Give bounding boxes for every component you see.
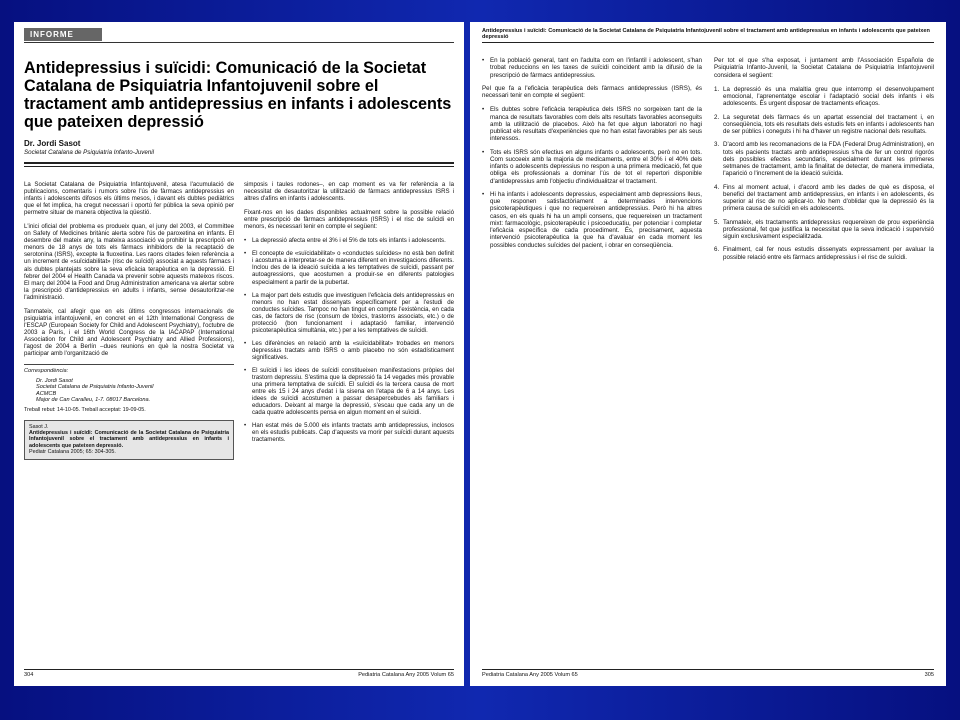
list-item [714,114,934,136]
list-item [714,141,934,177]
received-note: Treball rebut: 14-10-05. Treball acceptat: 19-09-05. [24,407,146,414]
journal-page-right [470,22,946,686]
running-head: Antidepressius i suïcidi: Comunicació de la Societat Catalana de Psiquiatria Infantojuvenil sobre el tractament amb antidepressius en infants i adolescents que pateixen depressió [482,28,934,43]
list-item: • Les diferències en relació amb la «suïcidabilitat» trobades en menors depressius tractats amb ISRS o amb placebo no són estadísticament significatives. [244,340,454,361]
item-text: Fins al moment actual, i d'acord amb les dades de què es disposa, el benefici del tractament amb antidepressius, en infants i en adolescents, és superior al risc de no aplicar-lo. No hem d'oblidar que la depressió és la primera causa de suïcidi en els adolescents. [723,183,934,213]
item-text: D'acord amb les recomanacions de la FDA (Federal Drug Administration), en tots els pacients tractats amb antidepressius s'ha de fer un control rigorós dels possibles efectes secundaris, especialment durant les primeres setmanes de tractament, amb la finalitat de detectar, de manera immediata, l'aparició o l'increment de la ideació suïcida. [723,141,934,178]
bullet-list [482,57,702,79]
section-tag: INFORME [24,28,102,41]
citation-journal: Pediatr Catalana 2005; 65: 304-305. [29,449,116,456]
bullet-list [244,237,454,443]
item-text: Tanmateix, els tractaments antidepressius requereixen de prou experiència professional, fet que justifica la necessitat que la seva indicació i supervisió siguin exclusivament especialitzada. [723,218,934,240]
correspondence-line: Societat Catalana de Psiquiatria Infanto-Juvenil [36,384,154,391]
paragraph: simposis i taules rodones–, en cap moment es va fer referència a la necessitat de desautoritzar la utilització de fàrmacs antidepressius ISRS i altres d'afins en infants i adolescents. [244,181,454,203]
paragraph: L'inici oficial del problema es produeix quan, el juny del 2003, el Committee on Safety of Medicines britànic alerta sobre l'ús de paroxetina en infants. El desembre del mateix any, la mateixa associació va prohibir la prescripció en menors de 18 anys de tots els fàrmacs inhibidors de la recaptació de serotonina (ISRS), excepte la fluoxetina. Les raons citades feien referència a un increment de «suïcidabilitat» (risc de suïcidi) associat a aquests fàrmacs i als dubtes plantejats sobre la seva eficàcia terapèutica en la depressió. El febrer del 2004 el Health Canada va prevenir sobre aquests mateixos riscos. El març del 2004 la Food and Drug Administration americana va alertar sobre la prescripció d'antidepressius en adults i infants, sense desautoritzar-ne l'administració. [24,223,234,301]
list-item: • Els dubtes sobre l'eficàcia terapèutica dels ISRS no sorgeixen tant de la manca de resultats favorables com dels alts resultats favorables aconseguits amb la utilització de placebos. Això ha fet que algun laboratori no hagi publicat els resultats d'experiències que no han estat favorables per als seus interessos. [482,106,702,142]
page-number: 304 [24,672,34,678]
title-divider [24,162,454,164]
article-column-4 [714,57,934,267]
citation-author: Sasot J. [29,423,49,430]
list-item: • Han estat més de 5.000 els infants tractats amb antidepressius, inclosos en els estudis publicats. Cap d'aquests va morir per suïcidi durant aquests tractaments. [244,422,454,443]
paragraph: Fixant-nos en les dades disponibles actualment sobre la possible relació entre prescripció de fàrmacs antidepressius (ISRS) i el risc de suïcidi en menors, és necessari tenir en compte el següent: [244,209,454,231]
journal-info: Pediatria Catalana Any 2005 Volum 65 [482,672,578,678]
correspondence-line: Dr. Jordi Sasot [36,377,73,384]
article-columns [24,181,454,460]
item-text: La seguretat dels fàrmacs és un apartat essencial del tractament i, en conseqüència, tots els resultats dels estudis fets en infants i adolescents han de ser públics i coneguts i hi ha d'haver un registre nacional dels resultats. [723,113,934,135]
journal-info: Pediatria Catalana Any 2005 Volum 65 [358,672,454,678]
item-number: 6. [714,246,720,254]
list-item: • La depressió afecta entre el 3% i el 5% de tots els infants i adolescents. [244,237,454,244]
article-author: Dr. Jordi Sasot [24,139,81,148]
paragraph: Per tot el que s'ha exposat, i juntament amb l'Associación Española de Psiquiatría Infanto-Juvenil, la Societat Catalana de Psiquiatria Infantojuvenil considera el següent: [714,57,934,79]
title-divider-thin [24,166,454,167]
correspondence-title: Correspondència: [24,368,69,375]
article-column-2 [244,181,454,460]
correspondence-box [24,364,234,414]
citation-box [24,420,234,460]
article-column-3 [482,57,702,267]
article-column-1 [24,181,234,460]
article-title: Antidepressius i suïcidi: Comunicació de la Societat Catalana de Psiquiatria Infantojuvenil sobre el tractament amb antidepressius en infants i adolescents que pateixen depressió [24,59,452,131]
list-item [714,219,934,241]
list-item: • En la població general, tant en l'adulta com en l'infantil i adolescent, s'han trobat reduccions en les taxes de suïcidi coincident amb la difusió de la prescripció de fàrmacs antidepressius. [482,57,702,79]
citation-text: Antidepressius i suïcidi: Comunicació de la Societat Catalana de Psiquiatria Infantojuvenil sobre el tractament amb antidepressius en infants i adolescents que pateixen depressió. [29,430,229,449]
list-item [714,86,934,108]
item-text: La depressió és una malaltia greu que interromp el desenvolupament emocional, l'aprenentatge escolar i l'adaptació social dels infants i els adolescents. És urgent disposar de tractaments eficaços. [723,85,934,108]
paragraph: Pel que fa a l'eficàcia terapèutica dels fàrmacs antidepressius (ISRS), és necessari tenir en compte el següent: [482,84,702,99]
item-text: Finalment, cal fer nous estudis dissenyats expressament per avaluar la possible relació entre els fàrmacs antidepressius i el risc de suïcidi. [723,246,934,261]
journal-page-left [14,22,464,686]
list-item [714,184,934,213]
author-affiliation: Societat Catalana de Psiquiatria Infanto-Juvenil [24,149,155,156]
item-number: 4. [714,183,720,191]
numbered-list [714,86,934,261]
article-columns [482,57,934,267]
item-number: 5. [714,218,720,226]
page-footer [482,669,934,678]
item-number: 2. [714,113,720,121]
list-item [714,246,934,261]
section-header [24,28,454,43]
list-item: • El suïcidi i les idees de suïcidi constitueixen manifestacions pròpies del trastorn depressiu. S'estima que la depressió fa 14 vegades més provable una primera temptativa de suïcidi. El suïcidi és la tercera causa de mort entre els 15 i 24 anys d'edat i la sisena en l'etapa de 6 a 14 anys. Les idees de suïcidi acostumen a passar desapercebudes als familiars i educadors. Deixant al marge la depressió, s'escau que cada any un de cada quatre adolescents pensa en algun moment en el suïcidi. [244,367,454,416]
list-item: • El concepte de «suïcidabilitat» o «conductes suïcides» no està ben definit i acostuma a interpretar-se de manera diferent en investigacions diferents. Inclou des de la ideació suïcida a les temptatives de suïcidi, passant per autoagressions, que acostumen a produir-se en diferents patologies especialment a partir de la pubertat. [244,250,454,285]
paragraph: La Societat Catalana de Psiquiatria Infantojuvenil, atesa l'acumulació de publicacions, comentaris i rumors sobre l'ús de fàrmacs antidepressius en infants i adolescents difosos els últims mesos, i davant els dubtes pediàtrics que el fet implica, ha cregut necessari i oportú fer pública la seva opinió per permetre situar de manera objectiva la qüestió. [24,181,234,217]
item-number: 1. [714,85,720,93]
correspondence-line: Major de Can Caralleu, 1-7. 08017 Barcelona. [36,397,151,404]
list-item: • Hi ha infants i adolescents depressius, especialment amb depressions lleus, que responen satisfactòriament a determinades intervencions psicoterapèutiques i que no requereixen antidepressius. Però hi ha altres casos, en els quals hi ha un ampli consens, que requereixen un tractament mixt: farmacològic, psicoterapèutic i psicoeducatiu, per potenciar i completar l'eficàcia específica de cada procediment. És, precisament, aquesta intervenció psicoterapèutica la que ha d'avaluar en cada moment les possibles conductes suïcides del pacient, i obrar en conseqüència. [482,191,702,249]
page-number: 305 [924,672,934,678]
item-number: 3. [714,141,720,149]
paragraph: Tanmateix, cal afegir que en els últims congressos internacionals de psiquiatria infantojuvenil, en concret en el 12th International Congress de l'ESCAP (European Society for Child and Adolescent Psychiatry), l'octubre de 2003 a París, i el 16th World Congress de la IACAPAP (International Association for Child and Adolescent Psychiatry and Allied Professions), l'agost de 2004 a Berlín –dues reunions en què la nostra Societat va participar amb l'organització de [24,307,234,358]
list-item: • Tots els ISRS són efectius en alguns infants o adolescents, però no en tots. Com succeeix amb la majoria de medicaments, entre el 30% i el 40% dels infants o adolescents depressius no respon a una primera medicació, fet que obliga els professionals a dominar l'ús de tot el repertori disponible d'antidepressius amb l'objectiu d'individualitzar el tractament. [482,149,702,185]
bullet-list [482,106,702,249]
correspondence-line: ACMCB [36,390,57,397]
list-item: • La major part dels estudis que investiguen l'eficàcia dels antidepressius en menors no han estat dissenyats específicament per a l'estudi de conductes suïcides. Tampoc no han tingut en compte l'existència, en cada cas, de factors de risc (consum de tòxics, trastorns associats, etc.) o de protecció (bon funcionament i adaptació familiar, intervenció psicoterapèutica simultània, etc.) per a les temptatives de suïcidi. [244,292,454,334]
page-footer [24,669,454,678]
